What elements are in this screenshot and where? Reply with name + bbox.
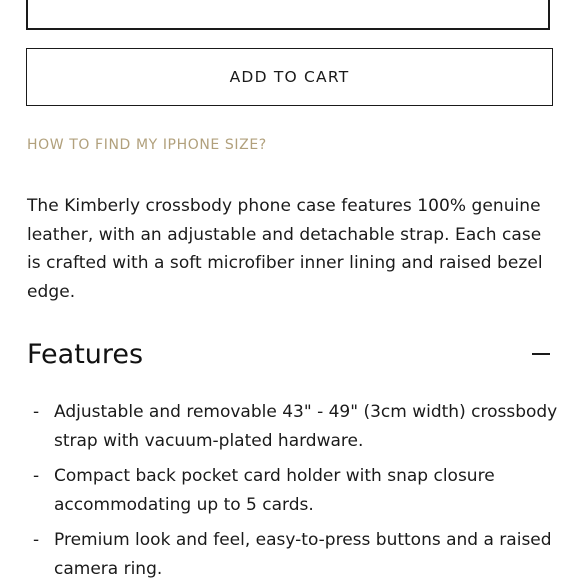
- previous-select-field[interactable]: [26, 0, 550, 30]
- add-to-cart-button[interactable]: ADD TO CART: [26, 48, 553, 106]
- feature-bullet: -: [33, 466, 40, 486]
- feature-item: [33, 462, 558, 520]
- feature-bullet: -: [33, 530, 40, 550]
- feature-text: Adjustable and removable 43" - 49" (3cm width) crossbody strap with vacuum-plated hardware.: [54, 402, 558, 451]
- feature-item: [33, 398, 558, 456]
- feature-text: Premium look and feel, easy-to-press buttons and a raised camera ring.: [54, 530, 552, 579]
- feature-item: [33, 526, 558, 580]
- features-list: [33, 398, 558, 580]
- product-description: The Kimberly crossbody phone case features 100% genuine leather, with an adjustable and detachable strap. Each case is crafted with a soft microfiber inner lining and raised bezel edge.: [27, 196, 543, 302]
- feature-text: Compact back pocket card holder with snap closure accommodating up to 5 cards.: [54, 466, 495, 515]
- minus-icon[interactable]: [532, 353, 550, 355]
- features-title: Features: [27, 338, 144, 370]
- features-accordion-header[interactable]: [27, 334, 552, 374]
- feature-bullet: -: [33, 402, 40, 422]
- iphone-size-guide-link[interactable]: HOW TO FIND MY IPHONE SIZE?: [27, 137, 267, 153]
